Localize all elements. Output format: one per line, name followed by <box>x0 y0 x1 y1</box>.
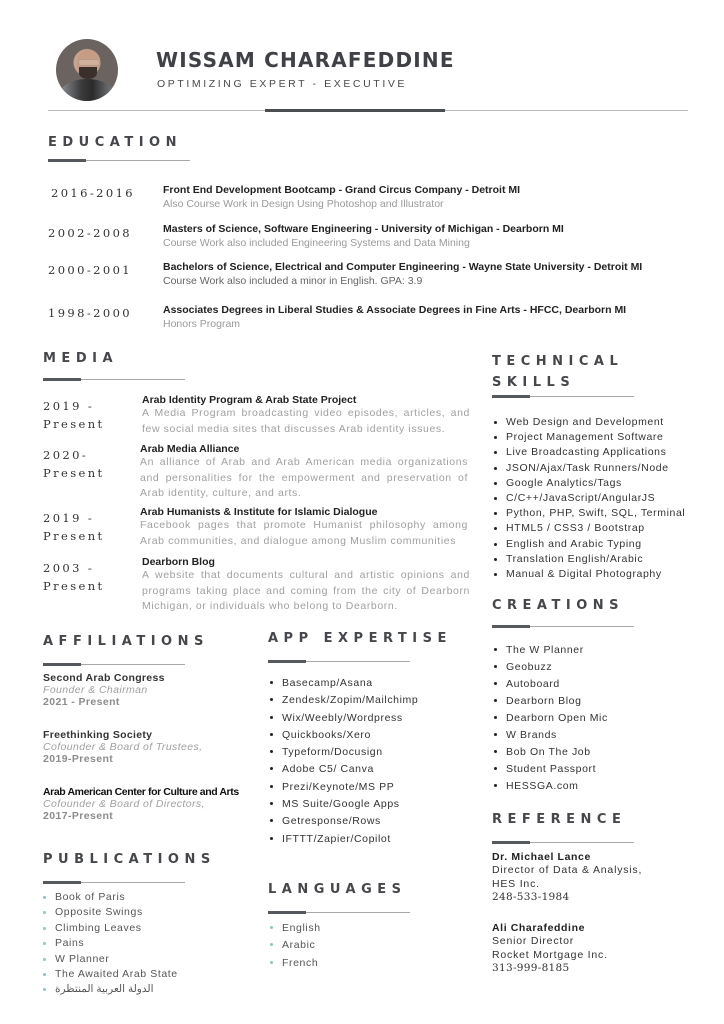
affiliations-heading: AFFILIATIONS <box>43 634 209 649</box>
reference-title: Director of Data & Analysis, <box>492 864 643 876</box>
media-rule <box>43 379 185 380</box>
bullet-icon <box>494 716 497 719</box>
reference-name: Dr. Michael Lance <box>492 851 591 863</box>
list-item-label: W Brands <box>506 729 557 741</box>
list-item-label: Pains <box>55 937 85 950</box>
creations-rule <box>492 626 634 627</box>
list-item-label: Autoboard <box>506 678 560 690</box>
list-item <box>268 955 321 972</box>
affiliation-role: Cofounder & Board of Trustees, <box>43 741 203 753</box>
publications-rule <box>43 882 185 883</box>
list-item-label: French <box>282 956 319 969</box>
resume-role: OPTIMIZING EXPERT - EXECUTIVE <box>157 78 408 90</box>
affiliations-rule <box>43 664 185 665</box>
bullet-icon <box>494 512 497 515</box>
list-item-label: C/C++/JavaScript/AngularJS <box>506 492 656 505</box>
app-expertise-list <box>268 675 418 848</box>
photo-glasses <box>78 59 100 66</box>
list-item <box>268 744 418 761</box>
bullet-icon <box>494 665 497 668</box>
affiliation-item <box>43 672 165 708</box>
affiliation-name: Second Arab Congress <box>43 672 165 684</box>
bullet-icon <box>494 767 497 770</box>
media-date <box>43 397 105 433</box>
list-item <box>492 744 608 761</box>
education-year: 2002-2008 <box>48 226 133 240</box>
list-item <box>41 952 178 967</box>
bullet-icon <box>270 750 273 753</box>
list-item <box>41 890 178 905</box>
list-item <box>268 710 418 727</box>
list-item <box>492 461 685 476</box>
bullet-icon <box>494 699 497 702</box>
bullet-icon <box>494 682 497 685</box>
profile-photo <box>56 39 118 101</box>
education-sub: Honors Program <box>163 318 241 330</box>
list-item-label: الدولة العربية المنتظرة <box>55 983 154 996</box>
list-item-label: Basecamp/Asana <box>282 677 373 689</box>
bullet-icon <box>270 837 273 840</box>
media-item <box>142 556 470 615</box>
bullet-icon <box>494 543 497 546</box>
reference-title: Senior Director <box>492 935 575 947</box>
list-item-label: English and Arabic Typing <box>506 537 642 550</box>
list-item <box>492 642 608 659</box>
bullet-icon <box>494 733 497 736</box>
media-date <box>43 509 105 545</box>
education-year: 1998-2000 <box>48 306 133 320</box>
list-item-label: Geobuzz <box>506 661 553 673</box>
media-item <box>140 443 468 502</box>
list-item-label: JSON/Ajax/Task Runners/Node <box>506 461 669 474</box>
list-item <box>41 921 178 936</box>
affiliation-date: 2019-Present <box>43 753 114 765</box>
media-date <box>43 446 105 482</box>
media-date <box>43 559 105 595</box>
header-divider-accent <box>265 109 445 112</box>
media-desc: A Media Program broadcasting video episodes, articles, and few social media sites that discusses Arab identity issues. <box>142 407 470 435</box>
bullet-icon <box>270 785 273 788</box>
list-item <box>41 905 178 920</box>
reference-item <box>492 922 608 974</box>
bullet-icon <box>270 961 273 964</box>
education-item <box>163 261 642 287</box>
list-item <box>492 476 685 491</box>
education-title: Masters of Science, Software Engineering - University of Michigan - Dearborn MI <box>163 223 564 235</box>
affiliation-role: Founder & Chairman <box>43 684 148 696</box>
reference-phone: 313-999-8185 <box>492 962 570 974</box>
media-date-end: Present <box>43 466 105 480</box>
media-date-end: Present <box>43 579 105 593</box>
media-title: Arab Media Alliance <box>140 443 240 455</box>
list-item <box>268 779 418 796</box>
bullet-icon <box>270 698 273 701</box>
reference-item <box>492 851 642 903</box>
list-item-label: Wix/Weebly/Wordpress <box>282 711 403 724</box>
list-item-label: Translation English/Arabic <box>506 552 644 565</box>
media-heading: MEDIA <box>43 351 119 366</box>
list-item <box>492 567 685 582</box>
media-item <box>140 506 468 549</box>
list-item-label: Bob On The Job <box>506 746 591 758</box>
list-item <box>268 796 418 813</box>
list-item <box>268 692 418 709</box>
technical-skills-heading-line2: SKILLS <box>492 375 576 390</box>
list-item <box>492 676 608 693</box>
affiliation-item <box>43 729 202 765</box>
affiliation-item <box>43 786 239 822</box>
media-title: Arab Humanists & Institute for Islamic Dialogue <box>140 506 378 518</box>
bullet-icon <box>43 911 46 914</box>
list-item <box>41 982 178 997</box>
list-item <box>268 831 418 848</box>
education-sub: Course Work also included Engineering Systems and Data Mining <box>163 237 470 249</box>
list-item-label: Manual & Digital Photography <box>506 568 662 581</box>
education-item <box>163 184 520 210</box>
bullet-icon <box>494 558 497 561</box>
list-item <box>268 675 418 692</box>
media-desc: Facebook pages that promote Humanist philosophy among Arab communities, and dialogue among Muslim communities <box>140 519 468 547</box>
bullet-icon <box>270 716 273 719</box>
reference-company: Rocket Mortgage Inc. <box>492 949 608 961</box>
list-item-label: W Planner <box>55 952 110 965</box>
bullet-icon <box>43 896 46 899</box>
media-desc: An alliance of Arab and Arab American media organizations and personalities for the empowerment and preservation of Arab identity, culture, and arts. <box>140 456 468 499</box>
list-item <box>492 693 608 710</box>
affiliation-role: Cofounder & Board of Directors, <box>43 798 205 810</box>
media-title: Dearborn Blog <box>142 556 215 568</box>
bullet-icon <box>270 926 273 929</box>
education-year: 2000-2001 <box>48 263 133 277</box>
bullet-icon <box>494 421 497 424</box>
technical-skills-heading <box>492 351 623 393</box>
media-title: Arab Identity Program & Arab State Project <box>142 394 357 406</box>
bullet-icon <box>494 497 497 500</box>
list-item-label: Project Management Software <box>506 431 664 444</box>
list-item <box>492 445 685 460</box>
affiliation-date: 2017-Present <box>43 810 114 822</box>
bullet-icon <box>43 958 46 961</box>
photo-shoulders <box>60 79 114 101</box>
list-item <box>492 659 608 676</box>
bullet-icon <box>270 767 273 770</box>
technical-skills-rule <box>492 396 634 397</box>
publications-heading: PUBLICATIONS <box>43 852 216 867</box>
list-item-label: Dearborn Blog <box>506 695 582 707</box>
list-item <box>492 415 685 430</box>
list-item-label: Typeform/Docusign <box>282 746 383 759</box>
list-item-label: Dearborn Open Mic <box>506 712 608 724</box>
media-date-start: 2019 - <box>43 511 95 525</box>
list-item-label: Opposite Swings <box>55 906 143 919</box>
list-item <box>268 813 418 830</box>
list-item-label: HTML5 / CSS3 / Bootstrap <box>506 522 645 535</box>
list-item-label: Zendesk/Zopim/Mailchimp <box>282 694 419 707</box>
bullet-icon <box>494 482 497 485</box>
education-item <box>163 223 564 249</box>
list-item <box>41 967 178 982</box>
bullet-icon <box>494 648 497 651</box>
media-date-start: 2019 - <box>43 399 95 413</box>
list-item-label: Student Passport <box>506 763 597 775</box>
education-heading: EDUCATION <box>48 135 182 150</box>
affiliation-name: Freethinking Society <box>43 729 153 741</box>
bullet-icon <box>494 750 497 753</box>
media-date-start: 2003 - <box>43 561 95 575</box>
education-item <box>163 304 626 330</box>
education-year: 2016-2016 <box>51 186 136 200</box>
list-item-label: Python, PHP, Swift, SQL, Terminal <box>506 507 686 520</box>
reference-heading: REFERENCE <box>492 812 627 827</box>
education-title: Front End Development Bootcamp - Grand Circus Company - Detroit MI <box>163 184 521 196</box>
list-item <box>492 727 608 744</box>
reference-rule <box>492 842 634 843</box>
bullet-icon <box>270 819 273 822</box>
languages-heading: LANGUAGES <box>268 882 407 897</box>
bullet-icon <box>270 943 273 946</box>
education-title: Bachelors of Science, Electrical and Computer Engineering - Wayne State University - Detroit MI <box>163 261 643 273</box>
bullet-icon <box>43 927 46 930</box>
bullet-icon <box>270 802 273 805</box>
list-item <box>492 430 685 445</box>
bullet-icon <box>494 784 497 787</box>
list-item-label: Book of Paris <box>55 891 126 903</box>
bullet-icon <box>43 942 46 945</box>
education-sub: Course Work also included a minor in English. GPA: 3.9 <box>163 275 423 287</box>
education-rule <box>48 160 190 161</box>
bullet-icon <box>494 451 497 454</box>
list-item <box>492 491 685 506</box>
app-expertise-heading: APP EXPERTISE <box>268 631 452 646</box>
bullet-icon <box>270 733 273 736</box>
list-item-label: HESSGA.com <box>506 780 579 792</box>
bullet-icon <box>494 467 497 470</box>
creations-heading: CREATIONS <box>492 598 624 613</box>
list-item-label: IFTTT/Zapier/Copilot <box>282 832 391 845</box>
education-sub: Also Course Work in Design Using Photoshop and Illustrator <box>163 198 444 210</box>
bullet-icon <box>494 573 497 576</box>
photo-beard <box>79 67 97 79</box>
list-item <box>492 506 685 521</box>
languages-rule <box>268 912 410 913</box>
list-item <box>492 537 685 552</box>
list-item-label: English <box>282 922 321 934</box>
list-item-label: Adobe C5/ Canva <box>282 763 374 776</box>
list-item-label: Climbing Leaves <box>55 921 142 934</box>
list-item-label: Prezi/Keynote/MS PP <box>282 780 395 793</box>
technical-skills-heading-line1: TECHNICAL <box>492 354 624 369</box>
list-item <box>268 937 321 954</box>
list-item <box>268 761 418 778</box>
media-item <box>142 394 470 437</box>
list-item-label: Live Broadcasting Applications <box>506 446 667 459</box>
bullet-icon <box>270 681 273 684</box>
list-item-label: Web Design and Development <box>506 416 664 428</box>
list-item-label: Quickbooks/Xero <box>282 728 371 741</box>
list-item <box>492 761 608 778</box>
list-item <box>492 521 685 536</box>
list-item <box>268 727 418 744</box>
reference-phone: 248-533-1984 <box>492 891 570 903</box>
list-item-label: Arabic <box>282 939 316 952</box>
bullet-icon <box>494 436 497 439</box>
list-item-label: Getresponse/Rows <box>282 815 381 828</box>
resume-name: WISSAM CHARAFEDDINE <box>156 48 455 72</box>
list-item-label: Google Analytics/Tags <box>506 476 622 489</box>
bullet-icon <box>494 527 497 530</box>
bullet-icon <box>43 988 46 991</box>
education-title: Associates Degrees in Liberal Studies & Associate Degrees in Fine Arts - HFCC, Dearborn MI <box>163 304 627 316</box>
technical-skills-list <box>492 415 685 582</box>
media-date-end: Present <box>43 529 105 543</box>
list-item <box>268 920 321 937</box>
media-date-start: 2020- <box>43 448 89 462</box>
creations-list <box>492 642 608 795</box>
affiliation-date: 2021 - Present <box>43 696 120 708</box>
list-item <box>492 778 608 795</box>
list-item-label: The Awaited Arab State <box>55 968 178 981</box>
languages-list <box>268 920 321 972</box>
media-desc: A website that documents cultural and artistic opinions and programs taking place and coming from the city of Dearborn Michigan, or individuals who belong to Dearborn. <box>142 569 470 612</box>
affiliation-name: Arab American Center for Culture and Arts <box>43 786 239 798</box>
list-item <box>492 710 608 727</box>
list-item <box>492 552 685 567</box>
reference-company: HES Inc. <box>492 878 540 890</box>
reference-name: Ali Charafeddine <box>492 922 586 934</box>
publications-list <box>41 890 178 998</box>
list-item-label: MS Suite/Google Apps <box>282 798 400 811</box>
app-expertise-rule <box>268 661 410 662</box>
media-date-end: Present <box>43 417 105 431</box>
list-item-label: The W Planner <box>506 644 584 656</box>
list-item <box>41 936 178 951</box>
bullet-icon <box>43 973 46 976</box>
